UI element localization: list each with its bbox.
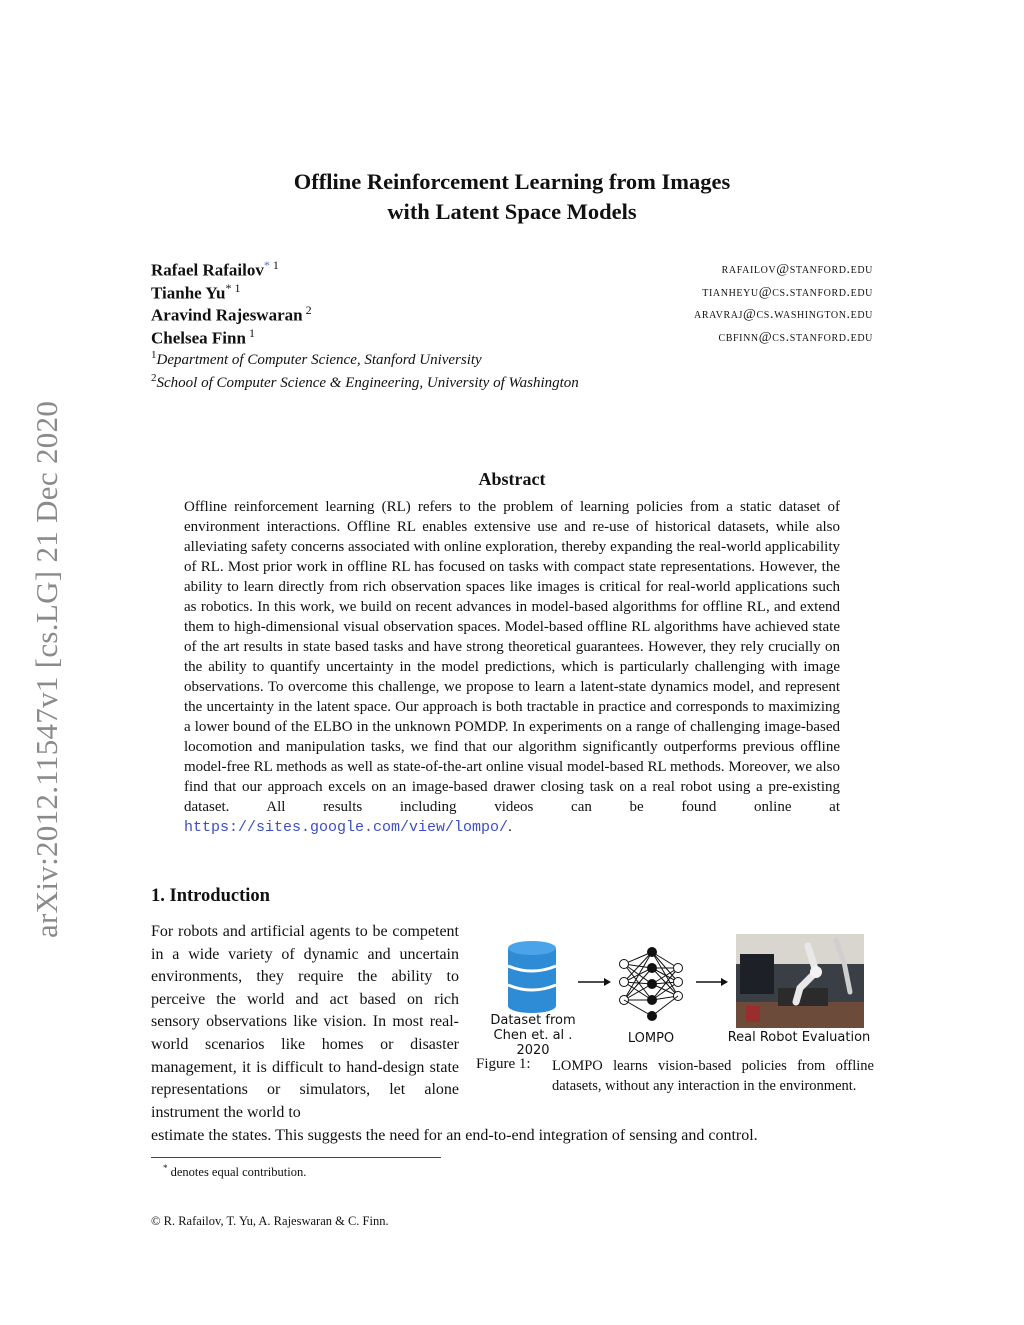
author-4 xyxy=(151,326,255,349)
author-name: Chelsea Finn xyxy=(151,328,246,348)
paper-title-line-2: with Latent Space Models xyxy=(387,199,637,224)
figure-label-robot: Real Robot Evaluation xyxy=(727,1030,871,1045)
arrow-right-icon xyxy=(696,978,728,986)
author-name: Rafael Rafailov xyxy=(151,260,264,280)
abstract-text: Offline reinforcement learning (RL) refers to the problem of learning policies from a static dataset of environment interactions. Offline RL enables extensive use and re-use of historical datasets, while also alleviating safety concerns associated with online exploration, thereby expanding the real-world applicability of RL. Most prior work in offline RL has focused on tasks with compact state representations. However, the ability to learn directly from rich observation spaces like images is critical for real-world applications such as robotics. In this work, we build on recent advances in model-based algorithms for offline RL, and extend them to high-dimensional visual observation spaces. Model-based offline RL algorithms have achieved state of the art results in state based tasks and have strong theoretical guarantees. However, they rely crucially on the ability to quantify uncertainty in the model predictions, which is particularly challenging with image observations. To overcome this challenge, we propose to learn a latent-state dynamics model, and represent the uncertainty in the latent space. Our approach is both tractable in practice and corresponds to maximizing a lower bound of the ELBO in the unknown POMDP. In experiments on a range of challenging image-based locomotion and manipulation tasks, we find that our algorithm significantly outperforms previous offline model-free RL methods as well as state-of-the-art online visual model-based RL methods. Moreover, we also find that our approach excels on an image-based drawer closing task on a real robot using a pre-existing dataset. All results including videos can be found online at xyxy=(184,499,840,815)
affil-mark: 1 xyxy=(272,258,279,272)
database-icon xyxy=(508,941,556,1013)
paper-title-line-1: Offline Reinforcement Learning from Images xyxy=(293,169,731,194)
arrow-right-icon xyxy=(578,978,611,986)
author-1-email[interactable]: rafailov@stanford.edu xyxy=(721,262,873,277)
author-1 xyxy=(151,258,279,281)
author-2 xyxy=(151,281,241,304)
intro-paragraph: For robots and artificial agents to be competent in a wide variety of dynamic and uncertain environments, they require the ability to perceive the world and act based on rich sensory observations like vision. In most real-world scenarios like homes or disaster management, it is difficult to hand-design state representations or simulators, let alone instrument the world to xyxy=(151,923,459,1121)
author-2-email[interactable]: tianheyu@cs.stanford.edu xyxy=(702,285,873,300)
affil-mark: 1 xyxy=(248,326,255,340)
neural-network-icon xyxy=(620,948,683,1021)
figure-caption-text: LOMPO learns vision-based policies from offline datasets, without any interaction in the environment. xyxy=(552,1058,874,1094)
affil-mark: 2 xyxy=(305,303,312,317)
affiliation-1 xyxy=(151,349,482,369)
affil-text: Department of Computer Science, Stanford University xyxy=(156,352,482,368)
abstract-end: . xyxy=(508,819,512,835)
author-name: Aravind Rajeswaran xyxy=(151,305,303,325)
footnote-text: denotes equal contribution. xyxy=(170,1165,307,1180)
figure-label-dataset xyxy=(483,1013,583,1058)
figure-label-dataset-line-1: Dataset from xyxy=(490,1013,576,1028)
affiliation-2 xyxy=(151,372,579,392)
project-link[interactable]: https://sites.google.com/view/lompo/ xyxy=(184,819,509,836)
arxiv-stamp: arXiv:2012.11547v1 [cs.LG] 21 Dec 2020 xyxy=(29,400,64,938)
affil-text: School of Computer Science & Engineering, University of Washington xyxy=(156,375,579,391)
figure-caption-number: Figure 1: xyxy=(476,1056,531,1072)
abstract-body xyxy=(184,497,840,838)
footnote xyxy=(163,1163,306,1180)
author-3 xyxy=(151,303,312,326)
author-name: Tianhe Yu xyxy=(151,283,226,303)
figure-label-dataset-line-2: Chen et. al . 2020 xyxy=(493,1028,573,1058)
affil-number: 1 xyxy=(151,349,157,361)
abstract-heading: Abstract xyxy=(478,469,546,489)
affil-number: 2 xyxy=(151,372,157,384)
equal-contrib-mark: * xyxy=(225,281,232,295)
author-3-email[interactable]: aravraj@cs.washington.edu xyxy=(694,307,873,322)
figure-1 xyxy=(478,932,874,1058)
figure-label-lompo: LOMPO xyxy=(627,1031,675,1046)
robot-photo xyxy=(736,934,864,1028)
intro-full-line: estimate the states. This suggests the need for an end-to-end integration of sensing and control. xyxy=(151,1127,758,1144)
section-heading-introduction: 1. Introduction xyxy=(151,886,270,906)
footnote-divider xyxy=(151,1157,441,1158)
equal-contrib-mark: * xyxy=(263,258,270,272)
copyright: © R. Rafailov, T. Yu, A. Rajeswaran & C. Finn. xyxy=(151,1214,389,1228)
footnote-mark: * xyxy=(163,1163,168,1173)
affil-mark: 1 xyxy=(234,281,241,295)
author-4-email[interactable]: cbfinn@cs.stanford.edu xyxy=(718,330,873,345)
